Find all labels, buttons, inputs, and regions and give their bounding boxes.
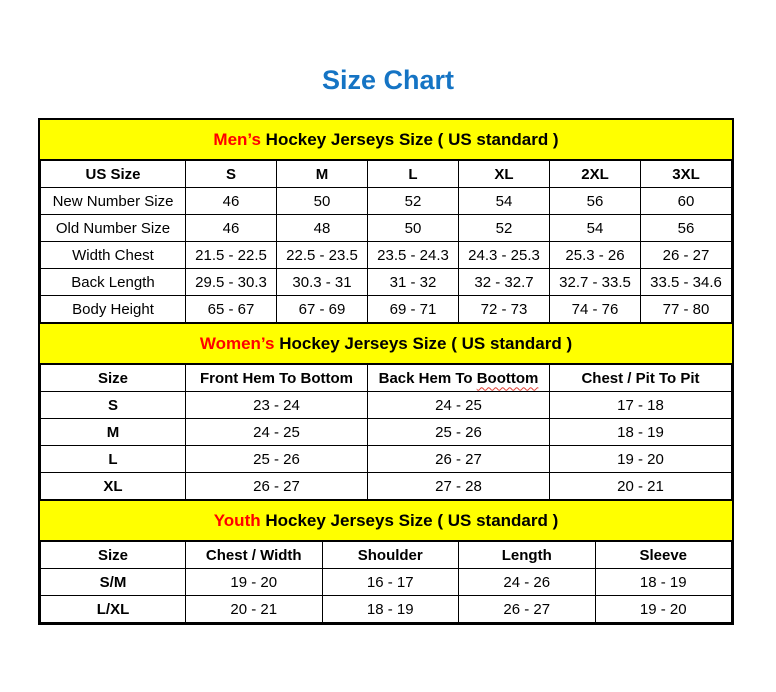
size-value: 56: [641, 215, 732, 242]
size-row: [41, 296, 732, 323]
column-header: XL: [459, 161, 550, 188]
size-value: 19 - 20: [186, 569, 323, 596]
mens-section-banner: [40, 120, 732, 160]
womens-section: [40, 323, 732, 500]
size-value: 19 - 20: [595, 596, 732, 623]
page-title: Size Chart: [321, 65, 455, 95]
size-value: 72 - 73: [459, 296, 550, 323]
size-value: 21.5 - 22.5: [186, 242, 277, 269]
row-label: M: [41, 419, 186, 446]
size-row: [41, 473, 732, 500]
size-row: [41, 269, 732, 296]
size-value: 32 - 32.7: [459, 269, 550, 296]
size-value: 50: [277, 188, 368, 215]
size-value: 25.3 - 26: [550, 242, 641, 269]
size-value: 52: [368, 188, 459, 215]
mens-size-table: [40, 160, 732, 323]
column-header: S: [186, 161, 277, 188]
size-value: 25 - 26: [186, 446, 368, 473]
size-value: 22.5 - 23.5: [277, 242, 368, 269]
size-value: 46: [186, 215, 277, 242]
row-label: L/XL: [41, 596, 186, 623]
size-row: [41, 596, 732, 623]
column-header: 3XL: [641, 161, 732, 188]
size-value: 24 - 25: [186, 419, 368, 446]
column-header: Chest / Pit To Pit: [550, 365, 732, 392]
column-header: Back Hem To Boottom: [368, 365, 550, 392]
row-label: Body Height: [41, 296, 186, 323]
size-chart-page: [0, 64, 776, 625]
youth-banner-text: Hockey Jerseys Size ( US standard ): [260, 511, 559, 530]
size-value: 69 - 71: [368, 296, 459, 323]
row-label: XL: [41, 473, 186, 500]
size-value: 26 - 27: [368, 446, 550, 473]
column-header: Length: [459, 542, 596, 569]
column-header: Front Hem To Bottom: [186, 365, 368, 392]
size-value: 18 - 19: [322, 596, 459, 623]
size-value: 27 - 28: [368, 473, 550, 500]
column-header-row: [41, 365, 732, 392]
womens-banner-highlight: Women’s: [199, 334, 275, 353]
column-header: M: [277, 161, 368, 188]
column-header: Size: [41, 365, 186, 392]
column-header: Chest / Width: [186, 542, 323, 569]
size-value: 26 - 27: [641, 242, 732, 269]
mens-banner-text: Hockey Jerseys Size ( US standard ): [260, 130, 559, 149]
size-value: 25 - 26: [368, 419, 550, 446]
size-value: 20 - 21: [550, 473, 732, 500]
size-value: 31 - 32: [368, 269, 459, 296]
mens-section: [40, 120, 732, 323]
youth-section-banner: [40, 500, 732, 541]
size-value: 18 - 19: [595, 569, 732, 596]
size-value: 23.5 - 24.3: [368, 242, 459, 269]
size-value: 29.5 - 30.3: [186, 269, 277, 296]
column-header: US Size: [41, 161, 186, 188]
size-row: [41, 392, 732, 419]
size-value: 33.5 - 34.6: [641, 269, 732, 296]
size-value: 26 - 27: [459, 596, 596, 623]
size-row: [41, 215, 732, 242]
size-row: [41, 188, 732, 215]
size-value: 20 - 21: [186, 596, 323, 623]
size-value: 48: [277, 215, 368, 242]
size-value: 74 - 76: [550, 296, 641, 323]
size-value: 46: [186, 188, 277, 215]
womens-banner-text: Hockey Jerseys Size ( US standard ): [274, 334, 573, 353]
row-label: S/M: [41, 569, 186, 596]
column-header: Size: [41, 542, 186, 569]
size-value: 26 - 27: [186, 473, 368, 500]
row-label: Back Length: [41, 269, 186, 296]
row-label: New Number Size: [41, 188, 186, 215]
size-value: 32.7 - 33.5: [550, 269, 641, 296]
womens-section-banner: [40, 323, 732, 364]
row-label: L: [41, 446, 186, 473]
column-header-row: [41, 161, 732, 188]
column-header: 2XL: [550, 161, 641, 188]
size-row: [41, 569, 732, 596]
youth-banner-highlight: Youth: [213, 511, 261, 530]
size-value: 60: [641, 188, 732, 215]
column-header: L: [368, 161, 459, 188]
row-label: Width Chest: [41, 242, 186, 269]
column-header: Sleeve: [595, 542, 732, 569]
size-value: 54: [550, 215, 641, 242]
row-label: S: [41, 392, 186, 419]
size-chart-container: [38, 118, 734, 625]
size-value: 54: [459, 188, 550, 215]
size-value: 67 - 69: [277, 296, 368, 323]
misspelled-word: Boottom: [476, 369, 539, 387]
size-value: 19 - 20: [550, 446, 732, 473]
size-value: 30.3 - 31: [277, 269, 368, 296]
size-value: 16 - 17: [322, 569, 459, 596]
youth-section: [40, 500, 732, 623]
size-value: 77 - 80: [641, 296, 732, 323]
size-value: 65 - 67: [186, 296, 277, 323]
size-row: [41, 446, 732, 473]
column-header: Shoulder: [322, 542, 459, 569]
size-value: 24.3 - 25.3: [459, 242, 550, 269]
column-header-row: [41, 542, 732, 569]
size-value: 52: [459, 215, 550, 242]
size-row: [41, 419, 732, 446]
size-value: 56: [550, 188, 641, 215]
womens-size-table: [40, 364, 732, 500]
size-value: 24 - 26: [459, 569, 596, 596]
row-label: Old Number Size: [41, 215, 186, 242]
mens-banner-highlight: Men’s: [213, 130, 261, 149]
size-row: [41, 242, 732, 269]
youth-size-table: [40, 541, 732, 623]
size-value: 23 - 24: [186, 392, 368, 419]
size-value: 17 - 18: [550, 392, 732, 419]
size-value: 18 - 19: [550, 419, 732, 446]
size-value: 24 - 25: [368, 392, 550, 419]
size-value: 50: [368, 215, 459, 242]
